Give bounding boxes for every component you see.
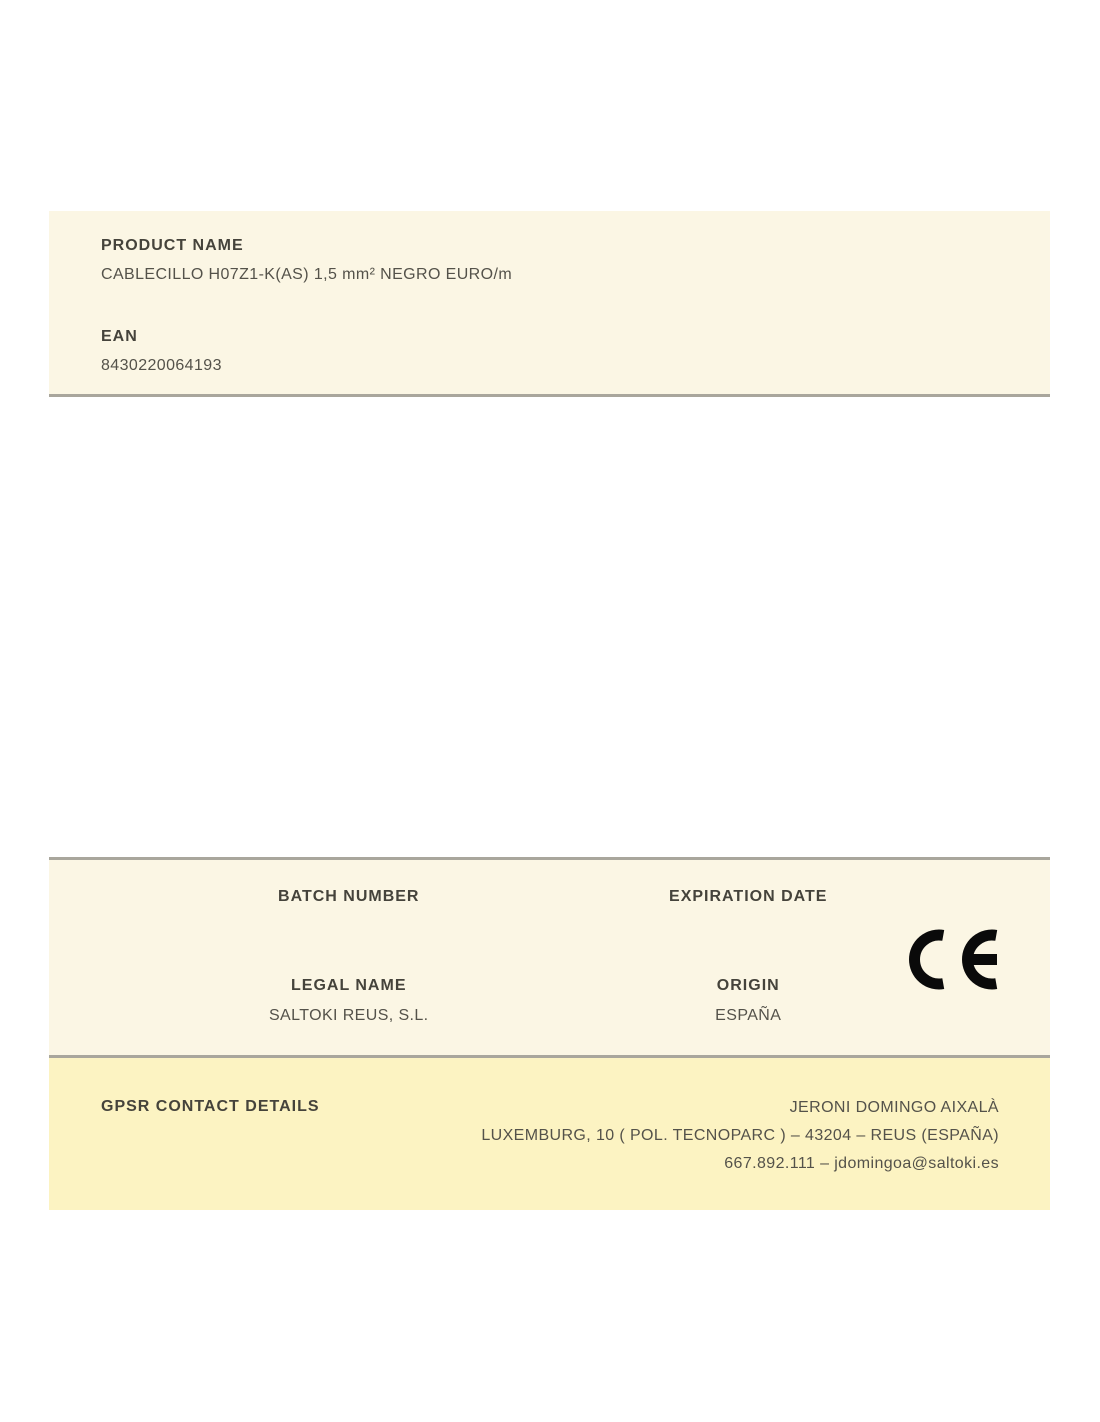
origin-label: ORIGIN bbox=[716, 977, 780, 994]
expiration-date-label: EXPIRATION DATE bbox=[669, 888, 828, 905]
batch-origin-section bbox=[49, 857, 1050, 1058]
legal-name-value: SALTOKI REUS, S.L. bbox=[268, 1007, 429, 1024]
origin-value: ESPAÑA bbox=[715, 1007, 782, 1024]
details-header-row bbox=[149, 889, 948, 905]
product-name-label: PRODUCT NAME bbox=[101, 237, 244, 254]
details-value-row-2 bbox=[149, 1007, 948, 1024]
gpsr-contact-address: LUXEMBURG, 10 ( POL. TECNOPARC ) – 43204 – REUS (ESPAÑA) bbox=[481, 1127, 999, 1144]
batch-number-label: BATCH NUMBER bbox=[278, 888, 420, 905]
ean-value: 8430220064193 bbox=[101, 357, 222, 374]
product-identity-section bbox=[49, 211, 1050, 397]
details-header-row-2 bbox=[149, 978, 948, 994]
gpsr-label-wrap bbox=[101, 1099, 320, 1115]
product-name-value: CABLECILLO H07Z1-K(AS) 1,5 mm² NEGRO EURO/m bbox=[101, 266, 513, 283]
gpsr-contact-section bbox=[49, 1058, 1050, 1210]
gpsr-contact-block bbox=[320, 1099, 999, 1172]
ean-label: EAN bbox=[101, 328, 138, 345]
product-name-field bbox=[101, 238, 998, 283]
gpsr-contact-name: JERONI DOMINGO AIXALÀ bbox=[789, 1099, 999, 1116]
gpsr-contact-phone-email: 667.892.111 – jdomingoa@saltoki.es bbox=[724, 1155, 999, 1172]
gpsr-contact-details-label: GPSR CONTACT DETAILS bbox=[101, 1098, 320, 1115]
legal-name-label: LEGAL NAME bbox=[291, 977, 407, 994]
ce-mark-icon bbox=[909, 929, 998, 990]
ean-field bbox=[101, 329, 998, 374]
